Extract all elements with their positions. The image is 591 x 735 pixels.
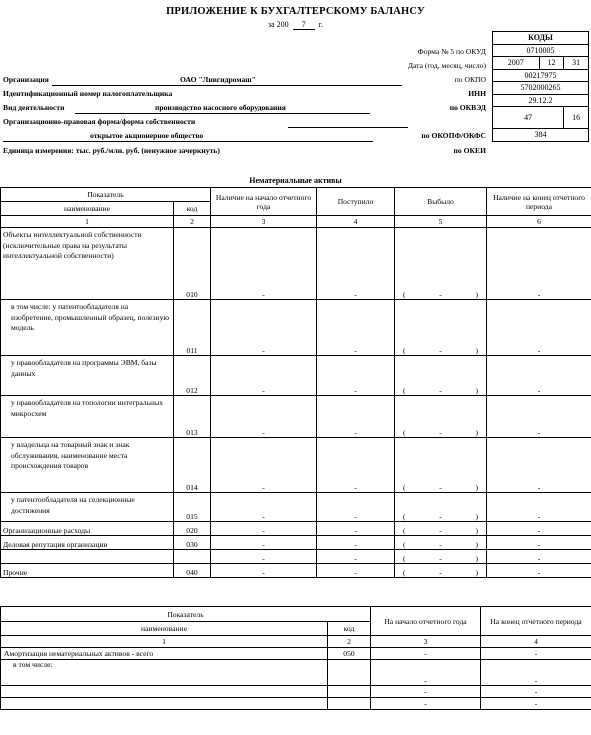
row-begin: - [211, 438, 317, 493]
row-retired: ( - ) [395, 396, 487, 438]
okud-code: 0710005 [493, 44, 589, 57]
row-received: - [317, 228, 395, 300]
row-received: - [317, 550, 395, 564]
intangible-assets-table [0, 187, 591, 578]
row-received: - [317, 438, 395, 493]
form-title: ПРИЛОЖЕНИЕ К БУХГАЛТЕРСКОМУ БАЛАНСУ [166, 6, 425, 17]
table-row [1, 300, 591, 356]
row-begin: - [211, 356, 317, 396]
row-received: - [317, 396, 395, 438]
row-retired: ( - ) [395, 550, 487, 564]
amort-num-1: 1 [1, 636, 328, 648]
amort-col-code: код [328, 622, 371, 636]
row-code: 014 [174, 438, 211, 493]
table-row [1, 396, 591, 438]
row-retired: ( - ) [395, 300, 487, 356]
report-period [0, 20, 591, 30]
row-end: - [487, 356, 591, 396]
row-name: Прочие [1, 564, 174, 578]
opf-label: Организационно-правовая форма/форма собственности [3, 117, 196, 126]
row-retired: ( - ) [395, 522, 487, 536]
inn-label-left: Идентификационный номер налогоплательщика [3, 89, 173, 98]
row-name: у правообладателя на топологии интегральных микросхем [1, 396, 174, 438]
col-end: Наличие на конец отчетного периода [487, 188, 591, 216]
date-label: Дата (год, месяц, число) [407, 61, 486, 70]
form-okud-label: Форма № 5 по ОКУД [417, 47, 486, 56]
amort-num-4: 4 [481, 636, 591, 648]
row-end: - [487, 228, 591, 300]
period-year: 7 [293, 20, 315, 30]
row-end: - [487, 550, 591, 564]
col-num-3: 3 [211, 216, 317, 228]
period-prefix: за 200 [267, 20, 289, 29]
inn-code: 5702000265 [493, 82, 589, 95]
table-row [1, 698, 591, 710]
opf-underline-right [288, 127, 408, 128]
codes-heading: КОДЫ [493, 32, 589, 45]
row-begin: - [211, 493, 317, 522]
row-code [174, 550, 211, 564]
okpo-code: 00217975 [493, 69, 589, 82]
okopf-label: по ОКОПФ/ОКФС [421, 131, 486, 140]
row-name: у патентообладателя на селекционные достижения [1, 493, 174, 522]
okpo-label: по ОКПО [454, 75, 486, 84]
okei-code: 384 [493, 129, 589, 142]
table-row [1, 438, 591, 493]
amort-num-3: 3 [371, 636, 481, 648]
okfs-code: 16 [564, 107, 589, 129]
row-received: - [317, 564, 395, 578]
row-code: 040 [174, 564, 211, 578]
inn-label: ИНН [468, 89, 486, 98]
col-name: наименование [1, 202, 174, 216]
date-day: 31 [564, 57, 589, 70]
row-name: Объекты интеллектуальной собственности (исключительные права на результаты интеллектуальной собственности) [1, 228, 174, 300]
row-end: - [487, 564, 591, 578]
row-code: 012 [174, 356, 211, 396]
col-num-2: 2 [174, 216, 211, 228]
org-label: Организация [3, 75, 49, 84]
amort-total-begin: - [371, 648, 481, 660]
row-begin: - [211, 396, 317, 438]
row-code: 015 [174, 493, 211, 522]
row-name: у владельца на товарный знак и знак обслуживания, наименование места происхождения товаров [1, 438, 174, 493]
amort-col-name: наименование [1, 622, 328, 636]
row-end: - [487, 493, 591, 522]
table-row [1, 648, 591, 660]
unit-label: Единица измерения: тыс. руб./млн. руб. (ненужное зачеркнуть) [3, 146, 220, 155]
row-begin: - [211, 522, 317, 536]
row-begin: - [211, 300, 317, 356]
amort-col-begin: На начало отчетного года [371, 607, 481, 636]
row-name: в том числе: у патентообладателя на изобретение, промышленный образец, полезную модель [1, 300, 174, 356]
okved-label: по ОКВЭД [449, 103, 486, 112]
row-code: 030 [174, 536, 211, 550]
col-num-6: 6 [487, 216, 591, 228]
okopf-code: 47 [493, 107, 564, 129]
row-begin: - [211, 564, 317, 578]
table-row [1, 536, 591, 550]
codes-box [492, 31, 589, 142]
row-retired: ( - ) [395, 493, 487, 522]
amort-blank-begin: - [371, 698, 481, 710]
okei-label: по ОКЕИ [453, 146, 486, 155]
col-num-4: 4 [317, 216, 395, 228]
amort-total-code: 050 [328, 648, 371, 660]
col-num-5: 5 [395, 216, 487, 228]
amortization-table [0, 606, 591, 710]
okved-code: 29.12.2 [493, 94, 589, 107]
date-month: 12 [539, 57, 564, 70]
amort-blank-name [1, 686, 328, 698]
row-code: 020 [174, 522, 211, 536]
row-end: - [487, 438, 591, 493]
row-begin: - [211, 536, 317, 550]
table-row [1, 564, 591, 578]
col-begin: Наличие на начало отчетного года [211, 188, 317, 216]
row-end: - [487, 522, 591, 536]
amort-total-name: Амортизация нематериальных активов - всего [1, 648, 328, 660]
amort-blank-end: - [481, 686, 591, 698]
row-received: - [317, 300, 395, 356]
amort-blank-code [328, 686, 371, 698]
activity-label: Вид деятельности [3, 103, 65, 112]
amort-blank-begin: - [371, 686, 481, 698]
row-name: у правообладателя на программы ЭВМ, базы данных [1, 356, 174, 396]
amort-blank-name [1, 698, 328, 710]
col-retired: Выбыло [395, 188, 487, 216]
date-year: 2007 [493, 57, 540, 70]
col-indicator: Показатель [1, 188, 211, 202]
row-begin: - [211, 228, 317, 300]
org-value: ОАО "Ливгидромаш" [180, 75, 256, 84]
row-retired: ( - ) [395, 536, 487, 550]
table-row [1, 522, 591, 536]
amort-blank-end: - [481, 698, 591, 710]
row-end: - [487, 536, 591, 550]
row-retired: ( - ) [395, 438, 487, 493]
row-retired: ( - ) [395, 564, 487, 578]
row-received: - [317, 522, 395, 536]
table-row [1, 686, 591, 698]
row-begin: - [211, 550, 317, 564]
amort-incl-code [328, 660, 371, 686]
row-end: - [487, 396, 591, 438]
amort-incl-label: в том числе: [1, 660, 328, 686]
row-name: Деловая репутация организации [1, 536, 174, 550]
table-row [1, 660, 591, 686]
row-code: 010 [174, 228, 211, 300]
row-received: - [317, 536, 395, 550]
table-row [1, 356, 591, 396]
row-retired: ( - ) [395, 228, 487, 300]
activity-value: производство насосного оборудования [155, 103, 286, 112]
amort-col-indicator: Показатель [1, 607, 371, 622]
opf-value: открытое акционерное общество [90, 131, 204, 140]
amort-incl-begin: - [371, 660, 481, 686]
amort-incl-end: - [481, 660, 591, 686]
amort-total-end: - [481, 648, 591, 660]
table-row [1, 228, 591, 300]
row-received: - [317, 356, 395, 396]
col-received: Поступило [317, 188, 395, 216]
row-code: 013 [174, 396, 211, 438]
col-code: код [174, 202, 211, 216]
org-underline [52, 85, 402, 86]
amort-col-end: На конец отчетного периода [481, 607, 591, 636]
opf-underline [3, 141, 373, 142]
row-code: 011 [174, 300, 211, 356]
activity-underline [75, 113, 370, 114]
amort-num-2: 2 [328, 636, 371, 648]
table-row [1, 493, 591, 522]
row-end: - [487, 300, 591, 356]
section-title: Нематериальные активы [249, 176, 342, 185]
row-name [1, 550, 174, 564]
col-num-1: 1 [1, 216, 174, 228]
period-suffix: г. [318, 20, 324, 29]
row-received: - [317, 493, 395, 522]
row-retired: ( - ) [395, 356, 487, 396]
table-row [1, 550, 591, 564]
row-name: Организационные расходы [1, 522, 174, 536]
amort-blank-code [328, 698, 371, 710]
